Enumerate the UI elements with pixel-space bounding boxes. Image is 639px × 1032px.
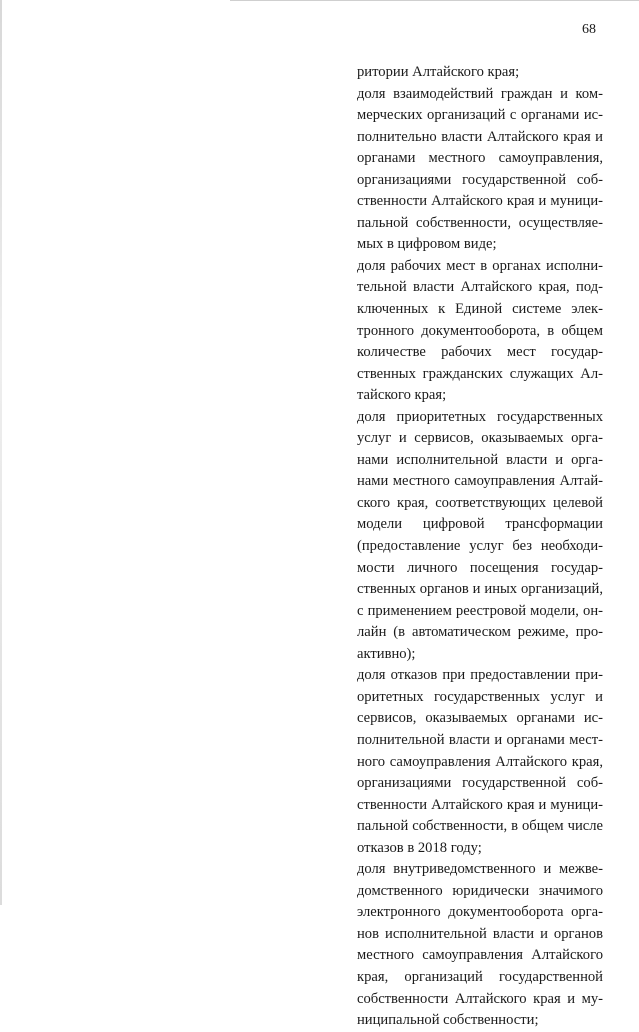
text-line: отказов в 2018 году;: [357, 839, 482, 856]
text-line: количестве рабочих мест государ-: [357, 344, 603, 361]
text-line: органами местного самоуправления,: [357, 150, 603, 167]
text-line: ственности Алтайского края и муници-: [357, 193, 603, 210]
page-number: 68: [582, 22, 596, 37]
text-line: доля внутриведомственного и межве-: [357, 861, 603, 878]
text-line: доля взаимодействий граждан и ком-: [357, 85, 603, 102]
text-line: полнительной власти и органами мест-: [357, 731, 603, 748]
text-line: мости личного посещения государ-: [357, 559, 603, 576]
text-line: пальной собственности, в общем числе: [357, 818, 603, 835]
text-line: ственности Алтайского края и муници-: [357, 796, 603, 813]
text-line: модели цифровой трансформации: [357, 516, 603, 533]
text-line: с применением реестровой модели, он-: [357, 602, 603, 619]
text-line: тайского края;: [357, 387, 447, 404]
text-line: тельной власти Алтайского края, под-: [357, 279, 603, 296]
text-line: нами исполнительной власти и орга-: [357, 451, 603, 468]
text-line: сервисов, оказываемых органами ис-: [357, 710, 603, 727]
text-line: ного самоуправления Алтайского края,: [357, 753, 603, 770]
text-line: местного самоуправления Алтайского: [357, 947, 603, 964]
scan-edge-top: [230, 0, 639, 1]
text-line: нами местного самоуправления Алтай-: [357, 473, 603, 490]
scan-edge-left: [0, 0, 2, 905]
text-line: доля рабочих мест в органах исполни-: [357, 257, 603, 274]
text-line: нов исполнительной власти и органов: [357, 925, 603, 942]
text-line: мых в цифровом виде;: [357, 236, 497, 253]
text-line: лайн (в автоматическом режиме, про-: [357, 624, 603, 641]
text-line: ритории Алтайского края;: [357, 64, 520, 80]
text-line: полнительно власти Алтайского края и: [357, 128, 603, 145]
text-line: оритетных государственных услуг и: [357, 688, 603, 705]
text-line: ключенных к Единой системе элек-: [357, 301, 603, 318]
text-line: электронного документооборота орга-: [357, 904, 603, 921]
text-line: ственных органов и иных организаций,: [357, 581, 603, 598]
text-line: организациями государственной соб-: [357, 775, 603, 792]
text-line: пальной собственности, осуществляе-: [357, 214, 603, 231]
text-line: собственности Алтайского края и му-: [357, 990, 603, 1007]
text-line: края, организаций государственной: [357, 968, 603, 985]
text-line: организациями государственной соб-: [357, 171, 603, 188]
body-text-column: [357, 62, 603, 1032]
text-line: услуг и сервисов, оказываемых орга-: [357, 430, 603, 447]
text-line: (предоставление услуг без необходи-: [357, 538, 603, 555]
text-line: ского края, соответствующих целевой: [357, 494, 603, 511]
text-line: доля отказов при предоставлении при-: [357, 667, 603, 684]
text-line: домственного юридически значимого: [357, 882, 603, 899]
text-line: тронного документооборота, в общем: [357, 322, 603, 339]
text-line: ниципальной собственности;: [357, 1012, 539, 1029]
text-line: активно);: [357, 645, 416, 662]
text-line: мерческих организаций с органами ис-: [357, 107, 603, 124]
text-line: ственных гражданских служащих Ал-: [357, 365, 603, 382]
text-line: доля приоритетных государственных: [357, 408, 603, 425]
